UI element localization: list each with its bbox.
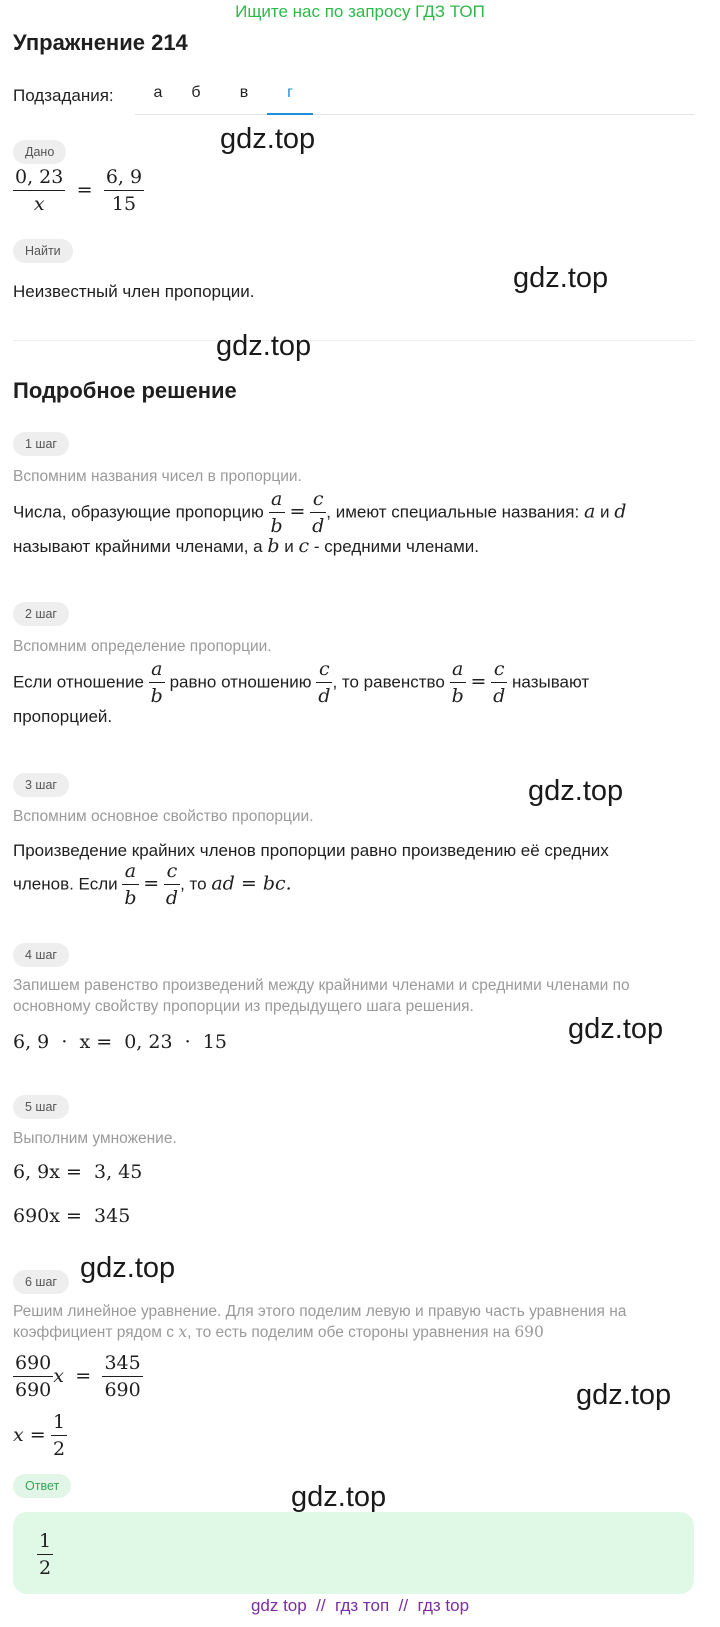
letter-c: c (298, 535, 310, 557)
step4-chip: 4 шаг (13, 943, 69, 967)
frac-num-a: a (269, 490, 285, 513)
step2-line1 (13, 660, 589, 706)
letter-d: d (614, 500, 627, 523)
answer-value (37, 1532, 53, 1578)
frac-den-b: b (451, 685, 464, 707)
answer-den: 2 (39, 1557, 52, 1579)
step6-equation1 (13, 1354, 143, 1400)
step6-frac-den: 690 (15, 1379, 52, 1401)
step3-text2: членов. Если (13, 874, 118, 894)
frac-den-b: b (124, 887, 137, 909)
watermark: gdz.top (291, 1481, 387, 1513)
find-chip: Найти (13, 239, 73, 263)
step2-line2: пропорцией. (13, 707, 113, 726)
tab-a[interactable]: а (153, 84, 163, 101)
step6-hint-line2 (13, 1322, 544, 1343)
footer-links[interactable]: gdz top // гдз топ // гдз top (250, 1596, 470, 1615)
frac-num-c: c (316, 660, 332, 683)
given-right-numerator: 6, 9 (104, 168, 144, 191)
frac-den-d: d (318, 685, 331, 707)
frac-den-b: b (150, 685, 163, 707)
eq-sign: = (75, 1365, 92, 1388)
given-left-denominator: x (33, 193, 45, 215)
watermark: gdz.top (528, 775, 624, 807)
step1-line2 (13, 534, 479, 559)
step4-equation: 6, 9 · x = 0, 23 · 15 (13, 1031, 227, 1053)
step1-text2: , имеют специальные названия: (326, 502, 580, 522)
tab-b[interactable]: б (191, 84, 201, 101)
frac-num-c: c (491, 660, 507, 683)
letter-a: a (583, 500, 596, 523)
step1-text3: и (600, 502, 610, 522)
step3-hint: Вспомним основное свойство пропорции. (13, 808, 314, 825)
step1-hint: Вспомним названия чисел в пропорции. (13, 468, 302, 485)
step2-text3: , то равенство (332, 672, 445, 692)
page-title: Упражнение 214 (13, 30, 188, 55)
letter-b: b (267, 535, 280, 557)
step3-line1: Произведение крайних членов пропорции равно произведению её средних (13, 841, 609, 860)
step2-text4: называют (512, 672, 590, 692)
tab-g[interactable]: г (267, 84, 313, 115)
step1-text5: и (284, 537, 294, 556)
step3-chip: 3 шаг (13, 773, 69, 797)
given-left-numerator: 0, 23 (13, 168, 65, 191)
frac-num-a: a (149, 660, 165, 683)
step6-result-den: 2 (52, 1438, 66, 1460)
step1-line1 (13, 490, 626, 536)
step6-hint-line1: Решим линейное уравнение. Для этого поделим левую и правую часть уравнения на (13, 1303, 627, 1320)
frac-num-c: c (164, 862, 180, 885)
answer-chip: Ответ (13, 1474, 71, 1498)
frac-den-d: d (312, 515, 325, 537)
step4-hint-line2: основному свойству пропорции из предыдущего шага решения. (13, 998, 474, 1015)
divider (13, 340, 694, 341)
subtasks-tabbar (135, 78, 694, 115)
given-right-denominator: 15 (111, 193, 137, 215)
answer-num: 1 (37, 1532, 53, 1555)
frac-num-a: a (122, 862, 138, 885)
frac-num-a: a (450, 660, 466, 683)
frac-den-d: d (493, 685, 506, 707)
frac-num-c: c (310, 490, 326, 513)
step4-hint-line1: Запишем равенство произведений между крайними членами и средними членами по (13, 977, 630, 994)
step5-equation2: 690x = 345 (13, 1205, 131, 1227)
given-chip: Дано (13, 140, 66, 164)
eq-sign: = (289, 500, 306, 523)
watermark: gdz.top (576, 1379, 672, 1411)
tab-v[interactable]: в (239, 84, 249, 101)
step6-result (13, 1413, 67, 1459)
step6-hint-text-a: коэффициент рядом с (13, 1324, 174, 1341)
find-text: Неизвестный член пропорции. (13, 282, 255, 301)
step6-var: x (53, 1365, 64, 1388)
eq-sign: = (143, 872, 160, 895)
frac-den-b: b (270, 515, 283, 537)
subtasks-label: Подзадания: (13, 86, 114, 105)
step5-equation1: 6, 9x = 3, 45 (13, 1161, 143, 1183)
step6-hint-number: 690 (514, 1323, 544, 1341)
step3-formula: ad = bc. (211, 872, 292, 895)
step2-text2: равно отношению (169, 672, 312, 692)
step6-hint-text-b: , то есть поделим обе стороны уравнения на (187, 1324, 510, 1341)
step2-text1: Если отношение (13, 672, 144, 692)
frac-den-d: d (165, 887, 179, 909)
step2-chip: 2 шаг (13, 602, 69, 626)
watermark: gdz.top (220, 123, 316, 155)
step1-chip: 1 шаг (13, 432, 69, 456)
step5-hint: Выполним умножение. (13, 1130, 177, 1147)
step6-frac-num: 690 (13, 1354, 53, 1377)
step6-result-num: 1 (51, 1413, 67, 1436)
step6-rhs-num: 345 (102, 1354, 142, 1377)
watermark: gdz.top (513, 262, 609, 294)
step6-hint-var: x (178, 1323, 188, 1341)
step2-hint: Вспомним определение пропорции. (13, 638, 272, 655)
step5-chip: 5 шаг (13, 1095, 69, 1119)
promo-banner: Ищите нас по запросу ГДЗ ТОП (235, 2, 485, 21)
step6-result-lhs: x = (13, 1424, 46, 1447)
answer-box (13, 1512, 694, 1594)
watermark: gdz.top (568, 1013, 664, 1045)
watermark: gdz.top (80, 1252, 176, 1284)
step1-text6: - средними членами. (313, 537, 480, 556)
step1-text1: Числа, образующие пропорцию (13, 502, 264, 522)
step6-chip: 6 шаг (13, 1270, 69, 1294)
solution-heading: Подробное решение (13, 378, 237, 403)
step1-text4: называют крайними членами, а (13, 537, 263, 556)
eq-sign: = (470, 670, 487, 693)
given-eq-sign: = (76, 179, 93, 202)
step6-rhs-den: 690 (104, 1379, 141, 1401)
given-equation (13, 168, 144, 214)
step3-line2 (13, 862, 292, 908)
step3-text3: , то (180, 874, 207, 894)
watermark: gdz.top (216, 330, 312, 362)
